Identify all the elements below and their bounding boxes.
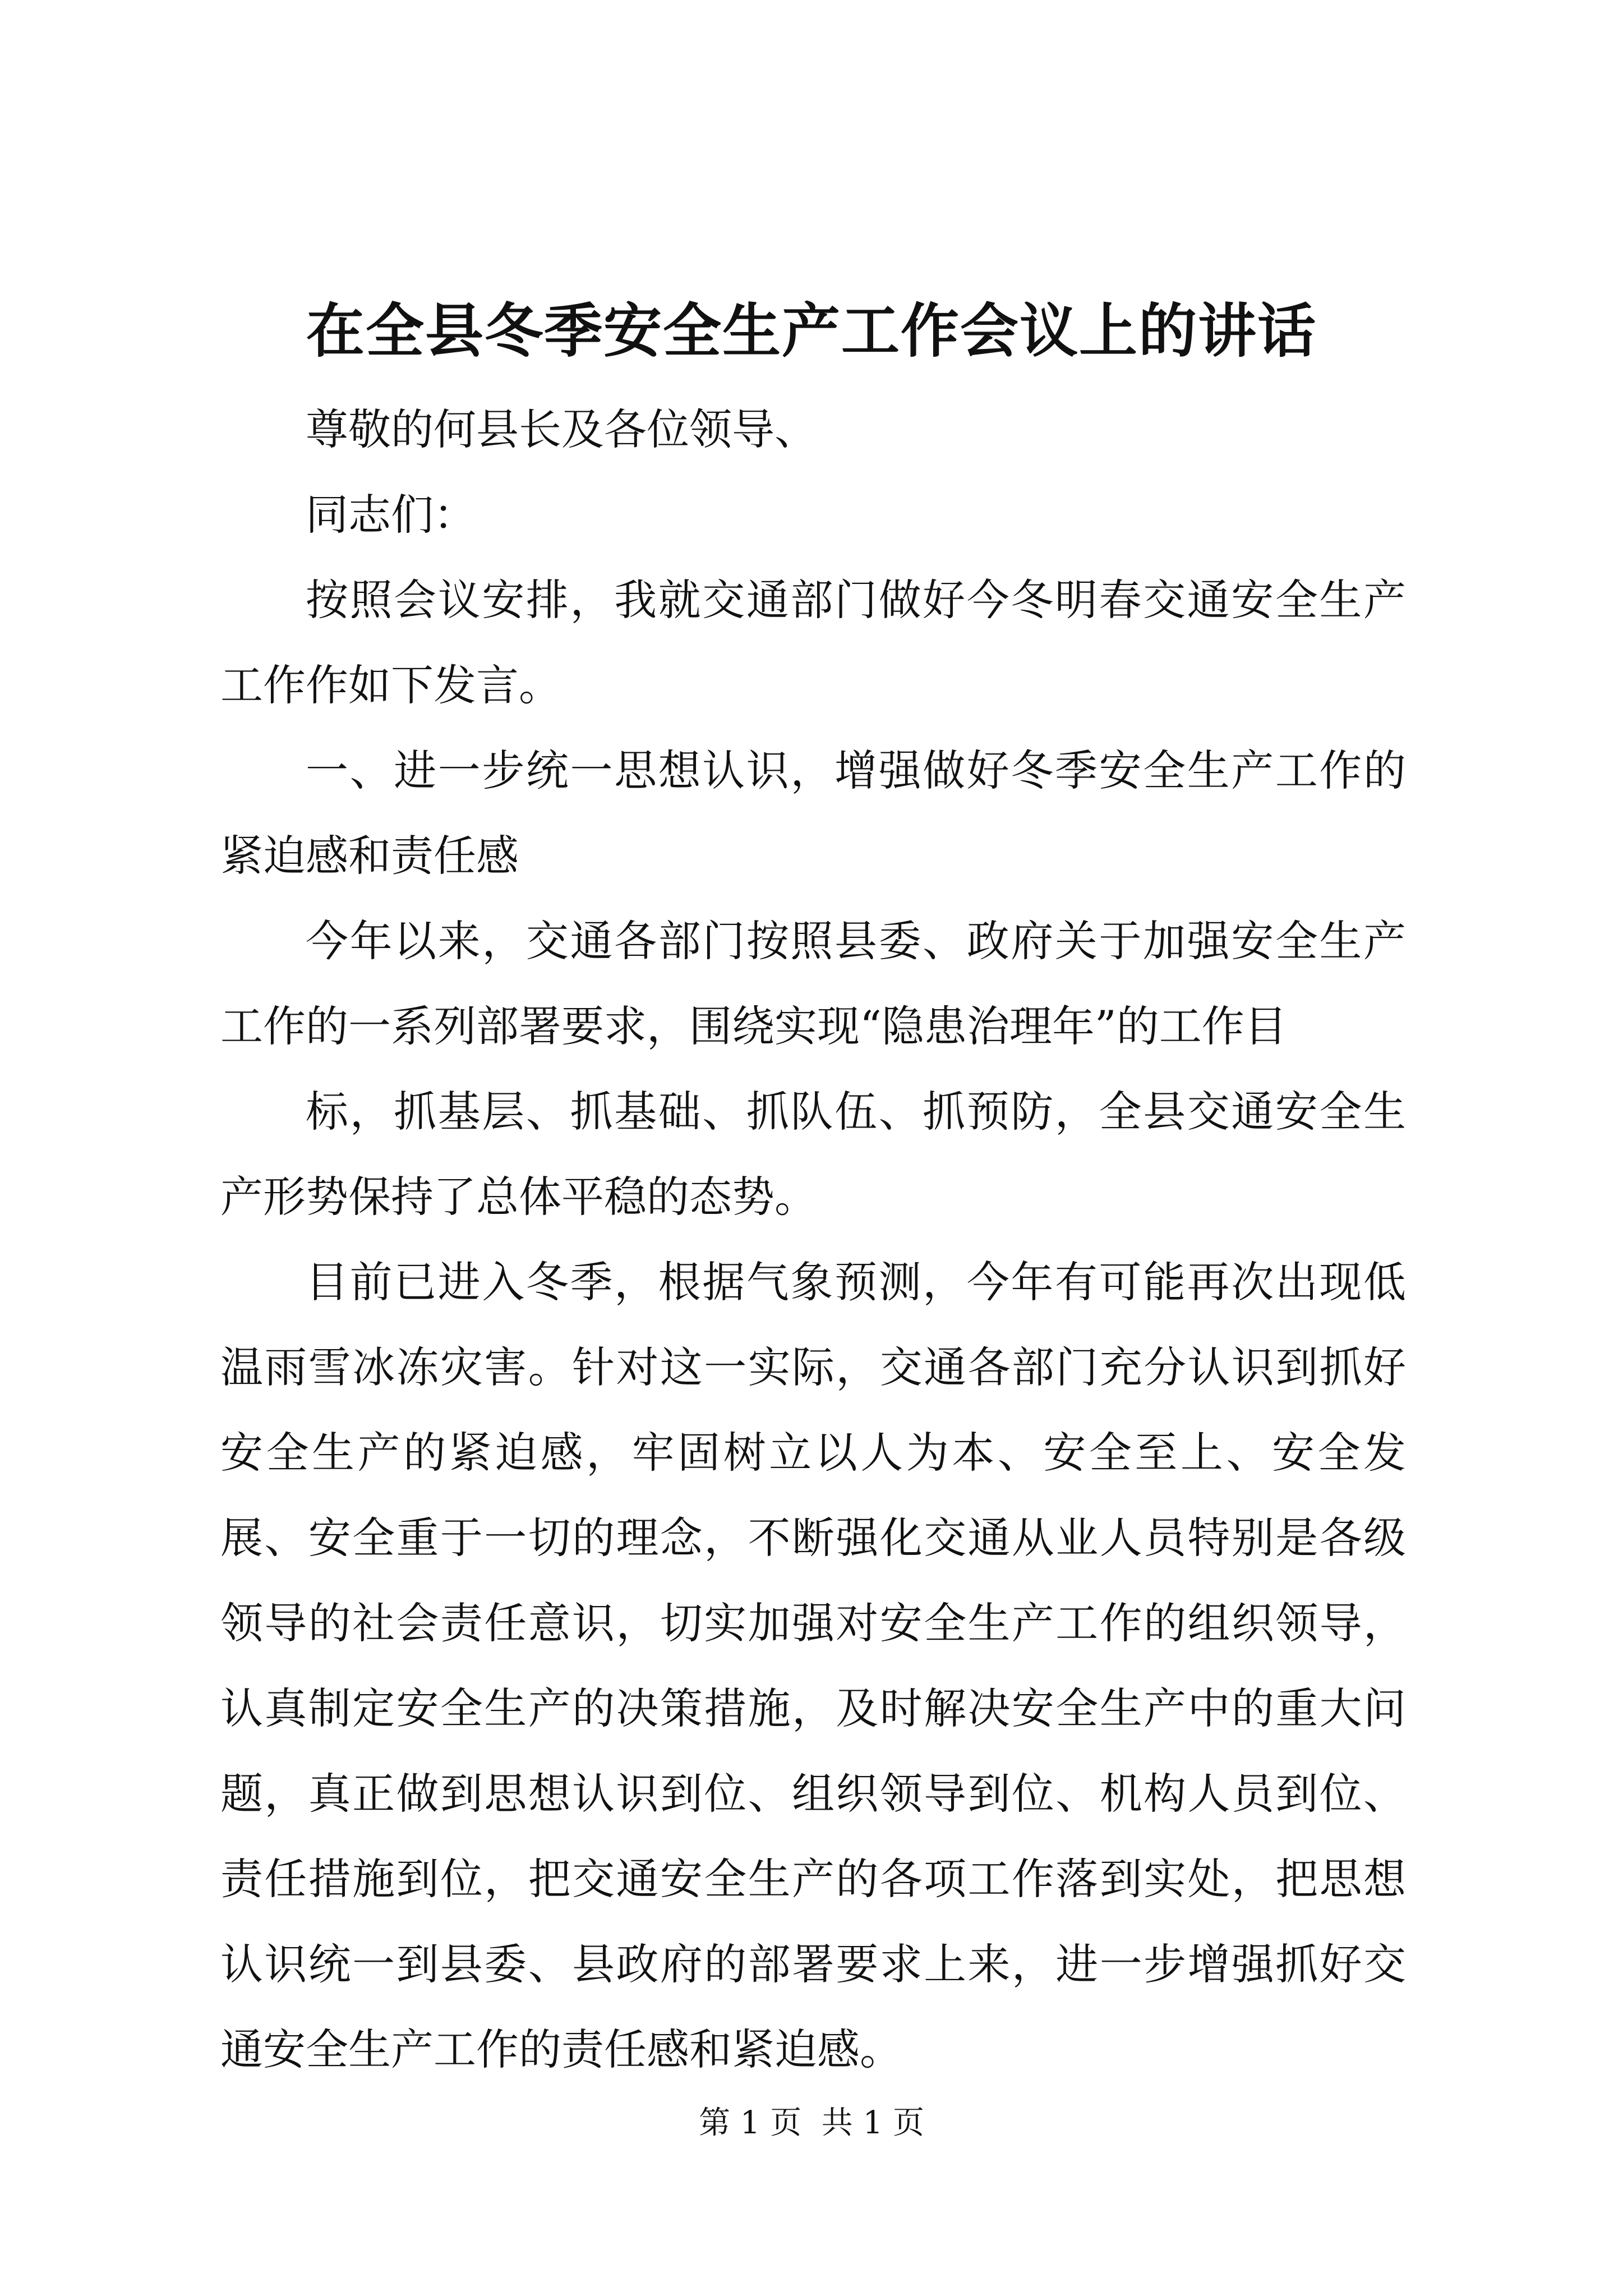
section-heading-1: 一、进一步统一思想认识，增强做好冬季安全生产工作的紧迫感和责任感 — [220, 746, 1406, 881]
intro-paragraph: 按照会议安排，我就交通部门做好今冬明春交通安全生产工作作如下发言。 — [220, 575, 1406, 710]
salutation-comrades: 同志们： — [306, 490, 476, 540]
salutation-line: 尊敬的何县长及各位领导、 — [306, 404, 817, 454]
page-footer — [0, 2101, 1623, 2146]
page-title: 在全县冬季安全生产工作会议上的讲话 — [306, 296, 1317, 365]
paragraph-progress: 今年以来，交通各部门按照县委、政府关于加强安全生产工作的一系列部署要求，围绕实现“隐患治理年”的工作目 — [220, 916, 1406, 1051]
document-body — [220, 387, 1406, 2092]
page-number: 第 1 页 共 1 页 — [698, 2105, 925, 2141]
paragraph-winter: 目前已进入冬季，根据气象预测，今年有可能再次出现低温雨雪冰冻灾害。针对这一实际，交通各部门充分认识到抓好安全生产的紧迫感，牢固树立以人为本、安全至上、安全发展、安全重于一切的理念，不断强化交通从业人员特别是各级领导的社会责任意识，切实加强对安全生产工作的组织领导，认真制定安全生产的决策措施，及时解决安全生产中的重大问题，真正做到思想认识到位、组织领导到位、机构人员到位、责任措施到位，把交通安全生产的各项工作落到实处，把思想认识统一到县委、县政府的部署要求上来，进一步增强抓好交通安全生产工作的责任感和紧迫感。 — [220, 1257, 1406, 2074]
paragraph-progress-continued: 标，抓基层、抓基础、抓队伍、抓预防，全县交通安全生产形势保持了总体平稳的态势。 — [220, 1087, 1406, 1222]
